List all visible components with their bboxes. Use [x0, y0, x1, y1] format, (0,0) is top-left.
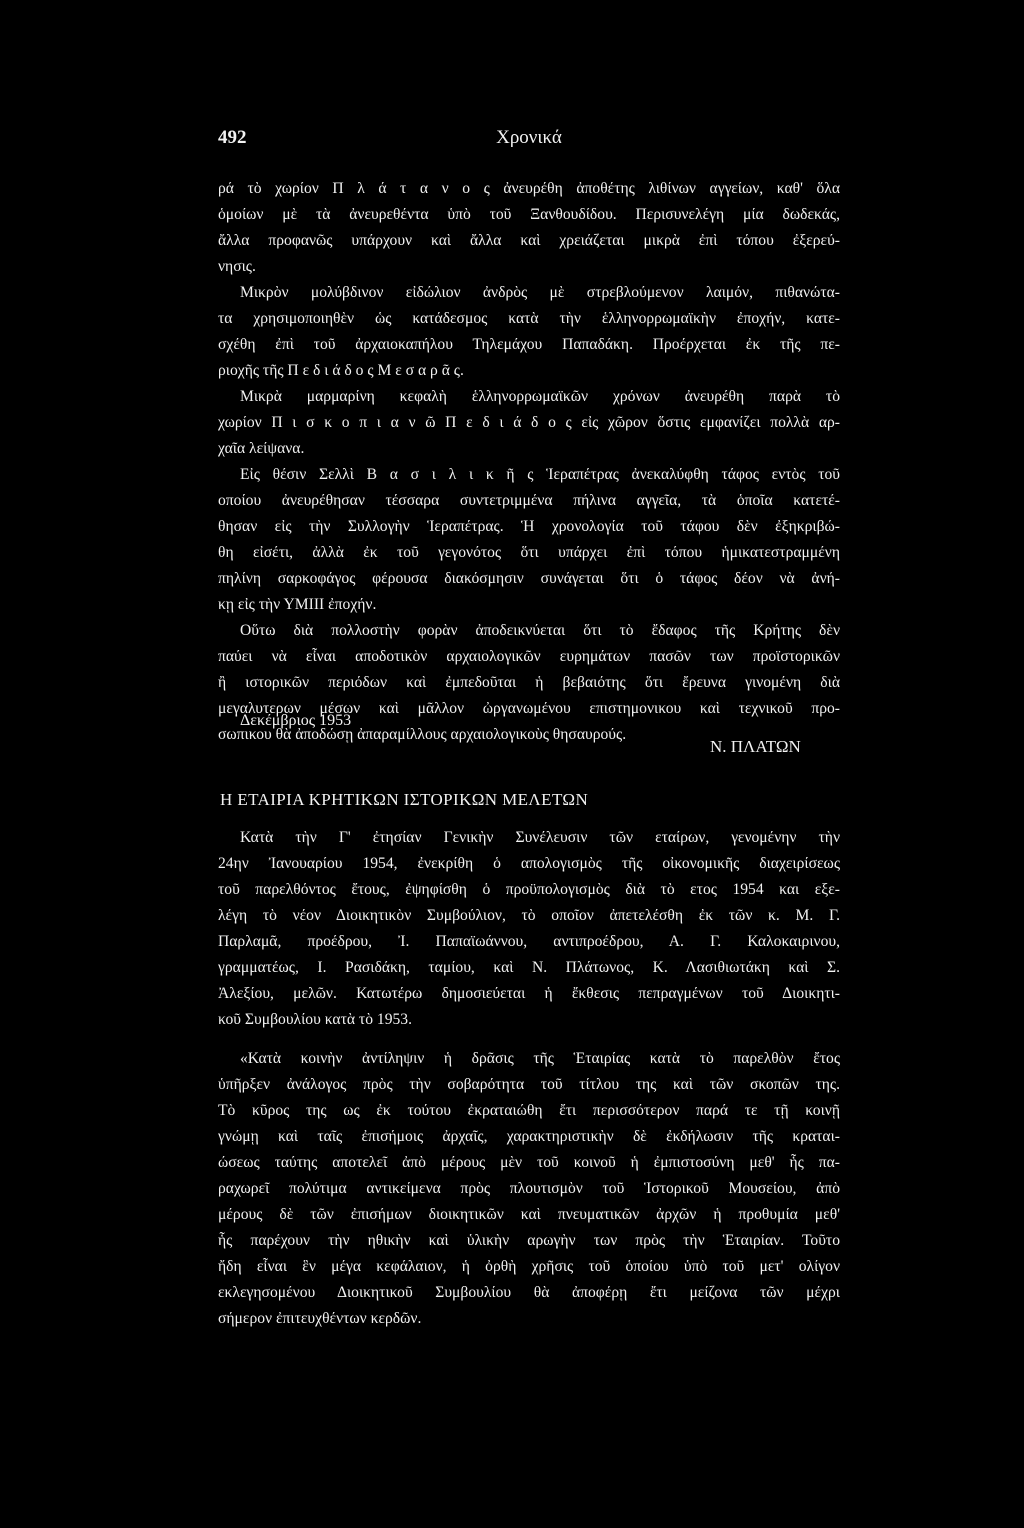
text-line: Κατὰ τὴν Γ' ἐτησίαν Γενικὴν Συνέλευσιν τῶν εταίρων, γενομένην τὴν: [240, 829, 840, 846]
text-line: ἢ ιστορικῶν περιόδων καὶ ἐμπεδοῦται ἡ βεβαιότης ὅτι ἔρευνα γινομένη διὰ: [218, 674, 840, 691]
text-line: μέρους δὲ τῶν ἐπισήμων διοικητικῶν καὶ πνευματικῶν ἀρχῶν ἡ προθυμία μεθ': [218, 1206, 840, 1223]
text-line: σχέθη ἐπὶ τοῦ ἀρχαιοκαπήλου Τηλεμάχου Παπαδάκη. Προέρχεται ἐκ τῆς πε-: [218, 336, 840, 353]
text-line: ώσεως ταύτης αποτελεῖ ἀπὸ μέρους μὲν τοῦ κοινοῦ ἡ ἐμπιστοσύνη μεθ' ἧς πα-: [218, 1154, 840, 1171]
text-line: τα χρησιμοποιηθὲν ὡς κατάδεσμος κατὰ τὴν ἑλληνορρωμαϊκὴν ἐποχήν, κατε-: [218, 310, 840, 327]
running-title: Χρονικά: [496, 127, 562, 148]
text-line: ραχωρεῖ πολύτιμα αντικείμενα πρὸς πλουτισμὸν τοῦ Ἱστορικοῦ Μουσείου, ἀπὸ: [218, 1180, 840, 1197]
page-number: 492: [218, 127, 247, 148]
text-line: θησαν εἰς τὴν Συλλογὴν Ἱεραπέτρας. Ἡ χρονολογία τοῦ τάφου δὲν ἐξηκριβώ-: [218, 518, 840, 535]
page-header: [218, 127, 840, 151]
text-line: ρά τὸ χωρίον Π λ ά τ α ν ο ς ἀνευρέθη ἀποθέτης λιθίνων αγγείων, καθ' ὅλα: [218, 180, 840, 197]
text-line: Παρλαμᾶ, προέδρου, Ἰ. Παπαϊωάννου, αντιπροέδρου, Α. Γ. Καλοκαιρινου,: [218, 933, 840, 950]
text-line: Οὕτω διὰ πολλοστὴν φορὰν ἀποδεικνύεται ὅτι τὸ ἔδαφος τῆς Κρήτης δὲν: [240, 622, 840, 639]
text-line: χωρίον Π ι σ κ ο π ι α ν ῶ Π ε δ ι ά δ ο ς εἰς χῶρον ὅστις εμφανίζει πολλὰ αρ-: [218, 414, 840, 431]
text-line: ριοχῆς τῆς Π ε δ ι ά δ ο ς Μ ε σ α ρ ᾶ ς.: [218, 362, 464, 379]
text-line: λέγη τὸ νέον Διοικητικὸν Συμβούλιον, τὸ οποῖον ἀπετελέσθη ἐκ τῶν κ. Μ. Γ.: [218, 907, 840, 924]
text-line: ὑπῆρξεν ἀνάλογος πρὸς τὴν σοβαρότητα τοῦ τίτλου της καὶ τῶν σκοπῶν της.: [218, 1076, 840, 1093]
text-line: Τὸ κῦρος της ως ἐκ τούτου ἐκραταιώθη ἔτι περισσότερον παρά τε τῇ κοινῇ: [218, 1102, 840, 1119]
body-block-3: [218, 1046, 840, 1332]
text-line: ἧς παρέχουν τὴν ηθικὴν καὶ ὑλικὴν αρωγὴν των πρὸς τὴν Ἑταιρίαν. Τοῦτο: [218, 1232, 840, 1249]
body-block-1: [218, 176, 840, 748]
text-line: θη εἰσέτι, ἀλλὰ ἐκ τοῦ γεγονότος ὅτι υπάρχει ἐπὶ τόπου ἡμικατεστραμμένη: [218, 544, 840, 561]
text-line: Εἰς θέσιν Σελλὶ Β α σ ι λ ι κ ῆ ς Ἱεραπέτρας ἀνεκαλύφθη τάφος εντὸς τοῦ: [240, 466, 840, 483]
text-line: ὁμοίων μὲ τὰ ἀνευρεθέντα ὑπὸ τοῦ Ξανθουδίδου. Περισυνελέγη μία δωδεκάς,: [218, 206, 840, 223]
text-line: σωπικου θὰ ἀποδώσῃ ἀπαραμίλλους αρχαιολογικοὺς θησαυρούς.: [218, 726, 627, 743]
signoff-date: Δεκέμβριος 1953: [240, 712, 352, 729]
text-line: γνώμῃ καὶ ταῖς ἐπισήμοις ἀρχαῖς, χαρακτηριστικὴν δὲ ἐκδήλωσιν τῆς κραται-: [218, 1128, 840, 1145]
text-line: Ἀλεξίου, μελῶν. Κατωτέρω δημοσιεύεται ἡ ἔκθεσις πεπραγμένων τοῦ Διοικητι-: [218, 985, 840, 1002]
text-line: κῃ εἰς τὴν ΥΜΙΙΙ ἐποχήν.: [218, 596, 377, 613]
text-line: εκλεγησομένου Διοικητικοῦ Συμβουλίου θὰ ἀποφέρῃ ἔτι μείζονα τῶν μέχρι: [218, 1284, 840, 1301]
text-line: ἄλλα προφανῶς υπάρχουν καὶ ἄλλα καὶ χρειάζεται μικρὰ ἐπὶ τόπου ἐξερεύ-: [218, 232, 840, 249]
text-line: σήμερον ἐπιτευχθέντων κερδῶν.: [218, 1310, 422, 1327]
text-line: 24ην Ἰανουαρίου 1954, ἐνεκρίθη ὁ απολογισμὸς τῆς οἰκονομικῆς διαχειρίσεως: [218, 855, 840, 872]
section-heading: Η ΕΤΑΙΡΙΑ ΚΡΗΤΙΚΩΝ ΙΣΤΟΡΙΚΩΝ ΜΕΛΕΤΩΝ: [220, 790, 589, 809]
text-line: γραμματέως, Ι. Ρασιδάκη, ταμίου, καὶ Ν. Πλάτωνος, Κ. Λασιθιωτάκη καὶ Σ.: [218, 959, 840, 976]
text-line: «Κατὰ κοινὴν ἀντίληψιν ἡ δρᾶσις τῆς Ἑταιρίας κατὰ τὸ παρελθὸν ἔτος: [240, 1050, 840, 1067]
text-line: παύει νὰ εἶναι αποδοτικὸν αρχαιολογικῶν ευρημάτων πασῶν των προϊστορικῶν: [218, 648, 840, 665]
body-block-2: [218, 825, 840, 1033]
text-line: Μικρὸν μολύβδινον εἰδώλιον ἀνδρὸς μὲ στρεβλούμενον λαιμόν, πιθανώτα-: [240, 284, 840, 301]
text-line: νησις.: [218, 258, 256, 275]
text-line: τοῦ παρελθόντος ἔτους, ἐψηφίσθη ὁ προϋπολογισμὸς διὰ τὸ ετος 1954 και εξε-: [218, 881, 840, 898]
text-line: πηλίνη σαρκοφάγος φέρουσα διακόσμησιν συνάγεται ὅτι ὁ τάφος δέον νὰ ἀνή-: [218, 570, 840, 587]
text-line: οποίου ἀνευρέθησαν τέσσαρα συντετριμμένα πήλινα αγγεῖα, τὰ ὁποῖα κατετέ-: [218, 492, 840, 509]
text-line: μεγαλυτερων μέσων καὶ μᾶλλον ὠργανωμένου επιστημονικου καὶ τεχνικοῦ προ-: [218, 700, 840, 717]
text-line: κοῦ Συμβουλίου κατὰ τὸ 1953.: [218, 1011, 412, 1028]
text-line: χαῖα λείψανα.: [218, 440, 305, 457]
text-line: Μικρὰ μαρμαρίνη κεφαλὴ ἑλληνορρωμαϊκῶν χρόνων ἀνευρέθη παρὰ τὸ: [240, 388, 840, 405]
signoff-author: Ν. ΠΛΑΤΩΝ: [710, 737, 801, 756]
text-line: ἤδη εἶναι ἓν μέγα κεφάλαιον, ἡ ὀρθὴ χρῆσις τοῦ ὁποίου ὑπὸ τοῦ μετ' ολίγον: [218, 1258, 840, 1275]
